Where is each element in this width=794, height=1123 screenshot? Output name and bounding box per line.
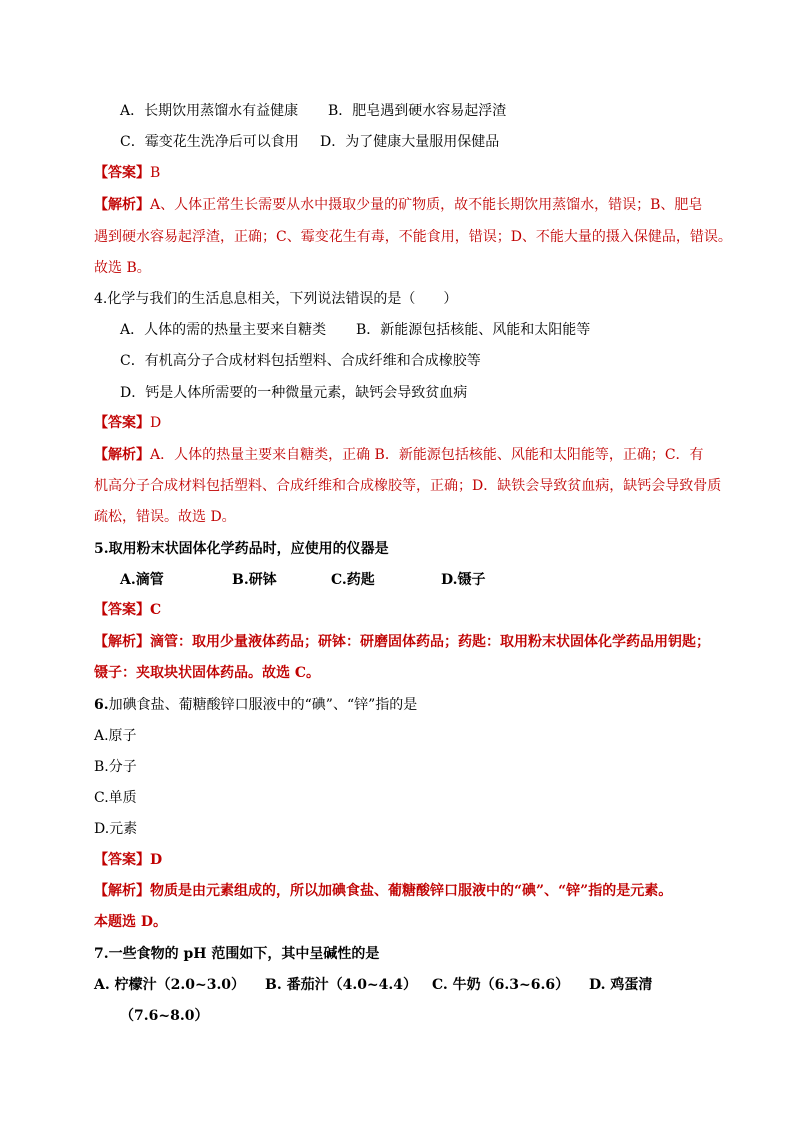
q3-option-c: C．霉变花生洗净后可以食用 (120, 134, 299, 150)
analysis-tag: 【解析】 (94, 447, 150, 463)
answer-tag: 【答案】 (94, 165, 150, 181)
q3-option-d: D．为了健康大量服用保健品 (320, 134, 500, 150)
q3-option-a: A．长期饮用蒸馏水有益健康 (120, 103, 299, 119)
analysis-tag: 【解析】 (94, 634, 150, 650)
analysis-text: A．人体的热量主要来自糖类，正确 B．新能源包括核能、风能和太阳能等，正确；C．有 (150, 447, 704, 463)
q4-stem: 4.化学与我们的生活息息相关，下列说法错误的是（ ） (94, 291, 458, 307)
analysis-tag: 【解析】 (94, 883, 150, 899)
q5-analysis-line-2: 镊子：夹取块状固体药品。故选 C。 (94, 665, 321, 681)
q6-option-c: C.单质 (94, 790, 137, 806)
q6-number: 6. (94, 697, 109, 713)
q3-analysis-line-3: 故选 B。 (94, 260, 151, 276)
q5-option-a: A.滴管 (120, 572, 164, 588)
answer-tag: 【答案】 (94, 415, 150, 431)
analysis-text: 物质是由元素组成的，所以加碘食盐、葡糖酸锌口服液中的“碘”、“锌”指的是元素。 (150, 883, 673, 899)
analysis-text: 滴管：取用少量液体药品；研钵：研磨固体药品；药匙：取用粉末状固体化学药品用钥匙； (150, 634, 710, 650)
answer-value: B (150, 165, 161, 181)
q4-analysis-line-3: 疏松，错误。故选 D。 (94, 509, 236, 525)
analysis-tag: 【解析】 (94, 197, 150, 213)
q3-analysis-line-1 (94, 196, 702, 214)
q7-option-b: B. 番茄汁（4.0~4.4） (265, 977, 418, 993)
answer-value: D (150, 415, 162, 431)
q5-option-b: B.研钵 (232, 572, 277, 588)
q7-option-d-range: （7.6~8.0） (120, 1008, 209, 1024)
q5-stem: 5.取用粉末状固体化学药品时，应使用的仪器是 (94, 541, 389, 557)
q4-option-c: C．有机高分子合成材料包括塑料、合成纤维和合成橡胶等 (120, 353, 481, 369)
q6-analysis-line-1 (94, 882, 672, 900)
q4-option-b: B．新能源包括核能、风能和太阳能等 (356, 322, 591, 338)
answer-value: C (150, 602, 162, 618)
q5-option-c: C.药匙 (331, 572, 375, 588)
q3-analysis-line-2: 遇到硬水容易起浮渣，正确；C、霉变花生有毒，不能食用，错误；D、不能大量的摄入保健品，错误。 (94, 229, 732, 245)
q6-stem-text: 加碘食盐、葡糖酸锌口服液中的“碘”、“锌”指的是 (108, 697, 418, 713)
q7-option-a: A. 柠檬汁（2.0~3.0） (94, 977, 246, 993)
q7-option-c: C. 牛奶（6.3~6.6） (432, 977, 570, 993)
analysis-text: A、人体正常生长需要从水中摄取少量的矿物质，故不能长期饮用蒸馏水，错误；B、肥皂 (150, 197, 703, 213)
q4-answer (94, 414, 161, 432)
answer-value: D (150, 852, 163, 868)
q4-option-a: A．人体的需的热量主要来自糖类 (120, 322, 327, 338)
q5-option-d: D.镊子 (441, 572, 486, 588)
q6-option-b: B.分子 (94, 759, 137, 775)
q6-answer (94, 851, 162, 869)
q7-option-d: D. 鸡蛋清 (589, 977, 653, 993)
q5-answer (94, 601, 161, 619)
q6-option-d: D.元素 (94, 821, 138, 837)
q6-option-a: A.原子 (94, 728, 137, 744)
q5-analysis-line-1 (94, 633, 710, 651)
answer-tag: 【答案】 (94, 852, 150, 868)
q6-analysis-line-2: 本题选 D。 (94, 914, 168, 930)
answer-tag: 【答案】 (94, 602, 150, 618)
q3-option-b: B．肥皂遇到硬水容易起浮渣 (328, 103, 507, 119)
q4-analysis-line-2: 机高分子合成材料包括塑料、合成纤维和合成橡胶等，正确；D．缺铁会导致贫血病，缺钙会导致骨质 (94, 478, 722, 494)
q7-stem: 7.一些食物的 pH 范围如下，其中呈碱性的是 (94, 946, 380, 962)
q4-analysis-line-1 (94, 446, 704, 464)
q6-stem (94, 696, 417, 714)
q4-option-d: D．钙是人体所需要的一种微量元素，缺钙会导致贫血病 (120, 385, 468, 401)
q3-answer (94, 164, 160, 182)
